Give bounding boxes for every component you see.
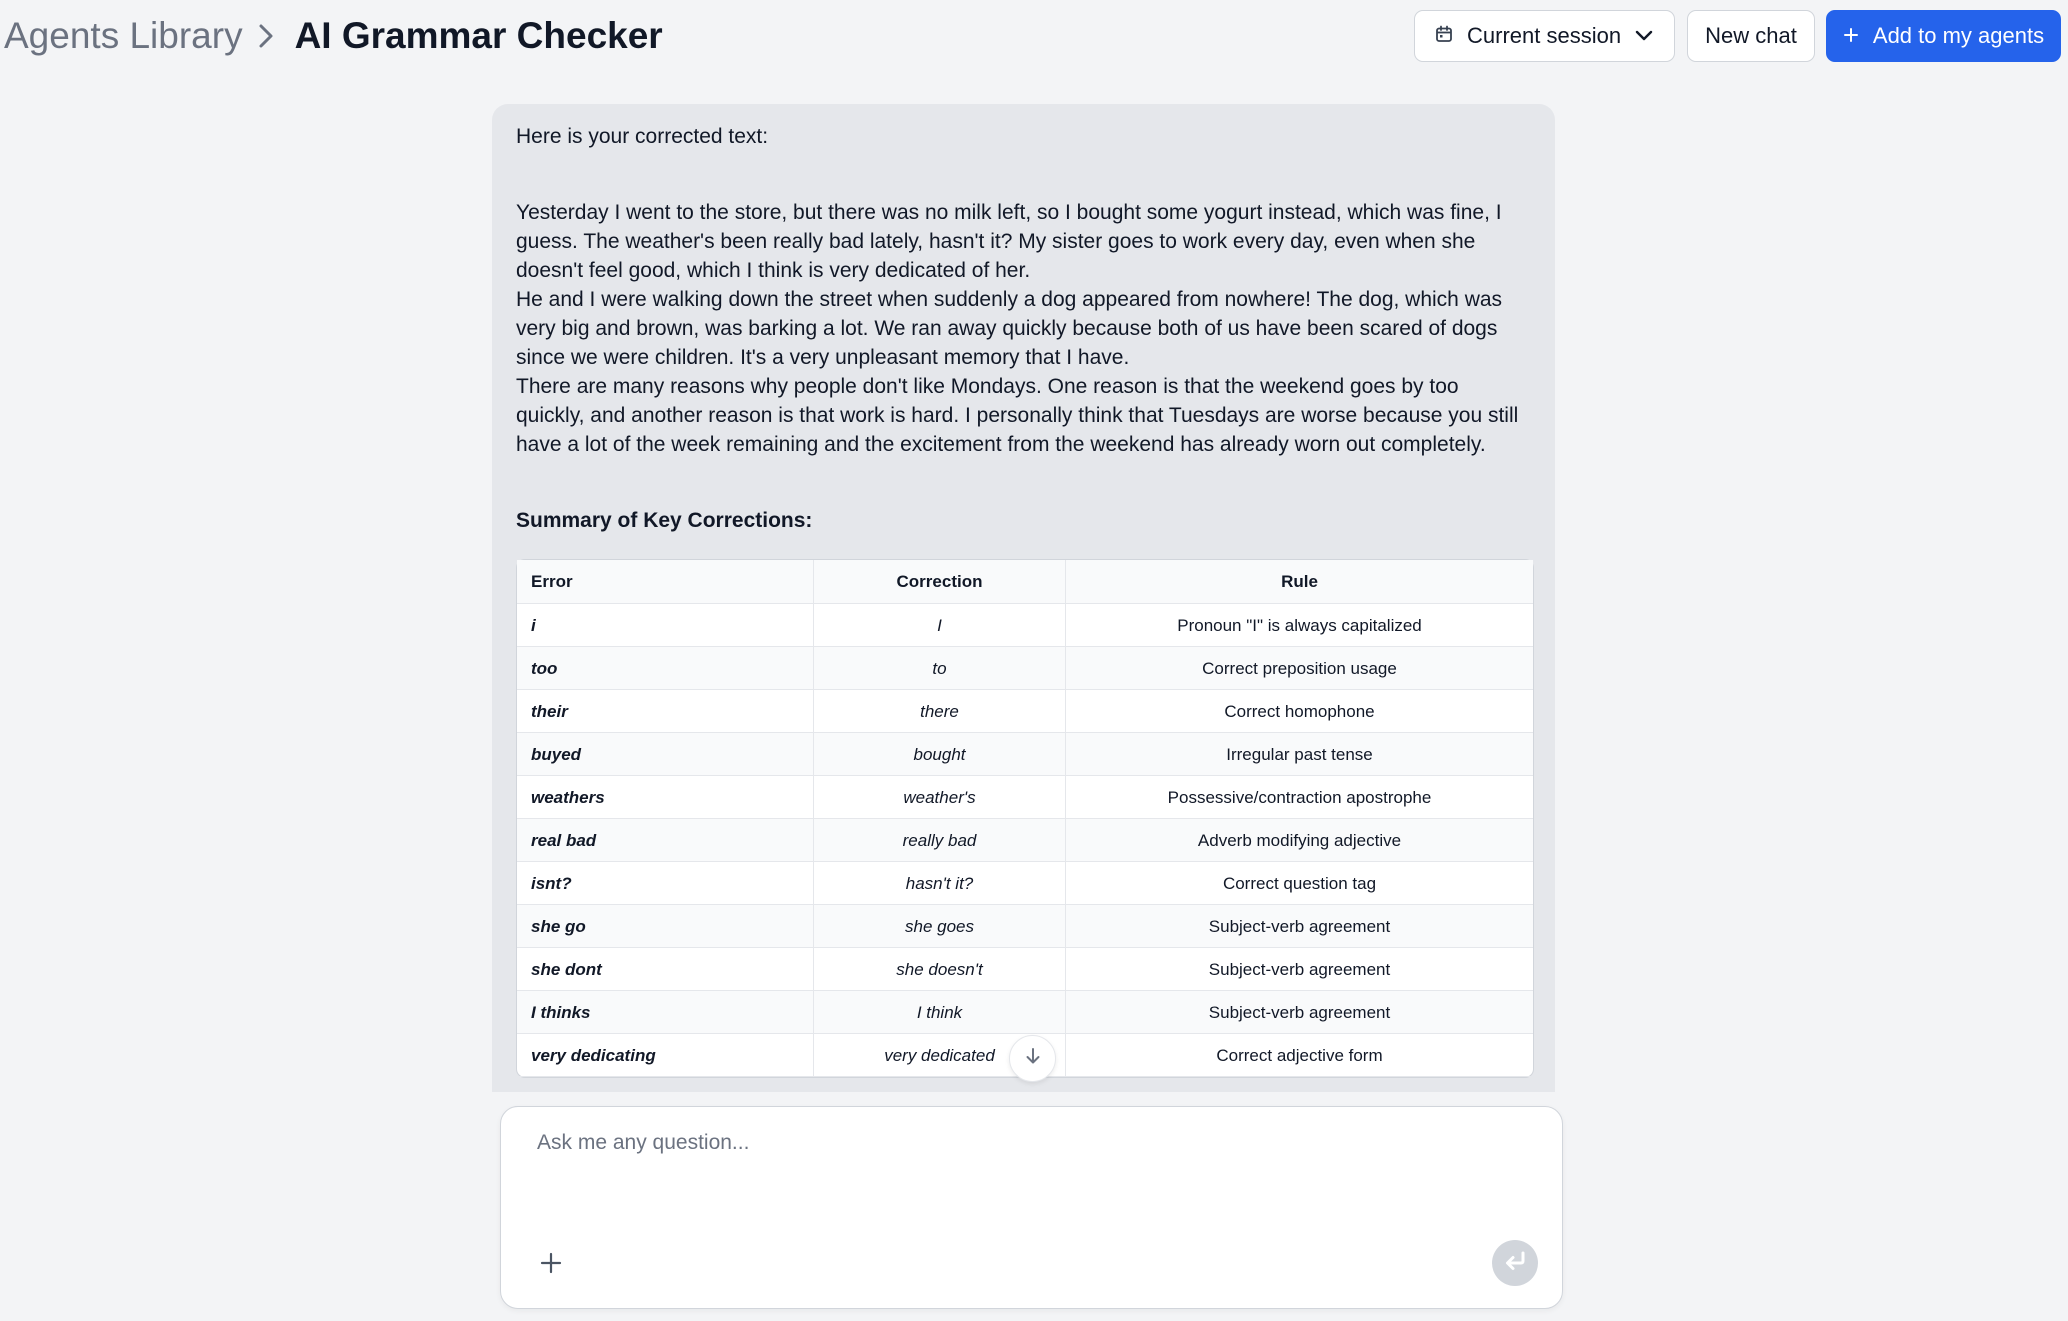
error-cell: weathers xyxy=(517,776,814,819)
correction-cell: really bad xyxy=(814,819,1066,862)
error-cell: too xyxy=(517,647,814,690)
table-row xyxy=(517,604,1533,647)
column-header-correction: Correction xyxy=(814,560,1066,604)
top-bar xyxy=(0,0,2068,72)
correction-cell: she goes xyxy=(814,905,1066,948)
error-cell: buyed xyxy=(517,733,814,776)
table-header-row xyxy=(517,560,1533,604)
correction-cell: very dedicated xyxy=(814,1034,1066,1077)
column-header-rule: Rule xyxy=(1066,560,1533,604)
error-cell: their xyxy=(517,690,814,733)
table-row xyxy=(517,819,1533,862)
correction-cell: to xyxy=(814,647,1066,690)
rule-cell: Subject-verb agreement xyxy=(1066,991,1533,1034)
error-cell: very dedicating xyxy=(517,1034,814,1077)
error-cell: isnt? xyxy=(517,862,814,905)
corrected-paragraph: Yesterday I went to the store, but there was no milk left, so I bought some yogurt instead, which was fine, I guess. The weather's been really bad lately, hasn't it? My sister goes to work every day, even when she doesn't feel good, which I think is very dedicated of her. xyxy=(516,201,1502,282)
error-cell: real bad xyxy=(517,819,814,862)
correction-cell: hasn't it? xyxy=(814,862,1066,905)
error-cell: she go xyxy=(517,905,814,948)
rule-cell: Possessive/contraction apostrophe xyxy=(1066,776,1533,819)
table-row xyxy=(517,690,1533,733)
arrow-down-icon xyxy=(1024,1046,1042,1071)
question-input[interactable] xyxy=(535,1129,1519,1223)
breadcrumb-agents-library[interactable]: Agents Library xyxy=(4,15,243,56)
corrected-paragraph: There are many reasons why people don't like Mondays. One reason is that the weekend goes by too quickly, and another reason is that work is hard. I personally think that Tuesdays are worse because you still have a lot of the week remaining and the excitement from the weekend has already worn out completely. xyxy=(516,375,1519,456)
rule-cell: Subject-verb agreement xyxy=(1066,948,1533,991)
correction-cell: weather's xyxy=(814,776,1066,819)
corrected-paragraph: He and I were walking down the street when suddenly a dog appeared from nowhere! The dog, which was very big and brown, was barking a lot. We ran away quickly because both of us have been scared of dogs since we were children. It's a very unpleasant memory that I have. xyxy=(516,288,1503,369)
plus-icon xyxy=(539,1251,563,1280)
correction-cell: there xyxy=(814,690,1066,733)
error-cell: she dont xyxy=(517,948,814,991)
corrections-table xyxy=(516,559,1534,1078)
correction-cell: bought xyxy=(814,733,1066,776)
table-row xyxy=(517,647,1533,690)
enter-icon xyxy=(1502,1250,1528,1277)
rule-cell: Correct homophone xyxy=(1066,690,1533,733)
send-button[interactable] xyxy=(1492,1240,1538,1286)
assistant-message xyxy=(492,104,1555,1092)
rule-cell: Adverb modifying adjective xyxy=(1066,819,1533,862)
add-agent-label: Add to my agents xyxy=(1872,23,2045,48)
session-dropdown[interactable] xyxy=(1414,10,1675,62)
rule-cell: Correct adjective form xyxy=(1066,1034,1533,1077)
calendar-icon xyxy=(1435,23,1453,49)
table-row xyxy=(517,862,1533,905)
correction-cell: I think xyxy=(814,991,1066,1034)
correction-cell: I xyxy=(814,604,1066,647)
scroll-to-bottom-button[interactable] xyxy=(1009,1035,1056,1082)
rule-cell: Subject-verb agreement xyxy=(1066,905,1533,948)
message-intro: Here is your corrected text: xyxy=(516,125,769,148)
new-chat-button[interactable] xyxy=(1687,10,1815,62)
table-row xyxy=(517,905,1533,948)
correction-cell: she doesn't xyxy=(814,948,1066,991)
plus-icon xyxy=(1843,24,1859,48)
session-label: Current session xyxy=(1467,23,1622,48)
new-chat-label: New chat xyxy=(1705,23,1797,48)
table-row xyxy=(517,991,1533,1034)
error-cell: I thinks xyxy=(517,991,814,1034)
table-row xyxy=(517,733,1533,776)
attach-button[interactable] xyxy=(533,1247,569,1283)
message-composer xyxy=(500,1106,1563,1309)
rule-cell: Correct question tag xyxy=(1066,862,1533,905)
rule-cell: Irregular past tense xyxy=(1066,733,1533,776)
column-header-error: Error xyxy=(517,560,814,604)
chevron-down-icon xyxy=(1634,23,1654,49)
table-row xyxy=(517,948,1533,991)
breadcrumb xyxy=(4,14,663,58)
rule-cell: Correct preposition usage xyxy=(1066,647,1533,690)
rule-cell: Pronoun "I" is always capitalized xyxy=(1066,604,1533,647)
add-to-my-agents-button[interactable] xyxy=(1826,10,2061,62)
chevron-right-icon xyxy=(251,21,281,51)
summary-title: Summary of Key Corrections: xyxy=(516,509,813,532)
page-title: AI Grammar Checker xyxy=(294,15,663,56)
error-cell: i xyxy=(517,604,814,647)
table-row xyxy=(517,776,1533,819)
